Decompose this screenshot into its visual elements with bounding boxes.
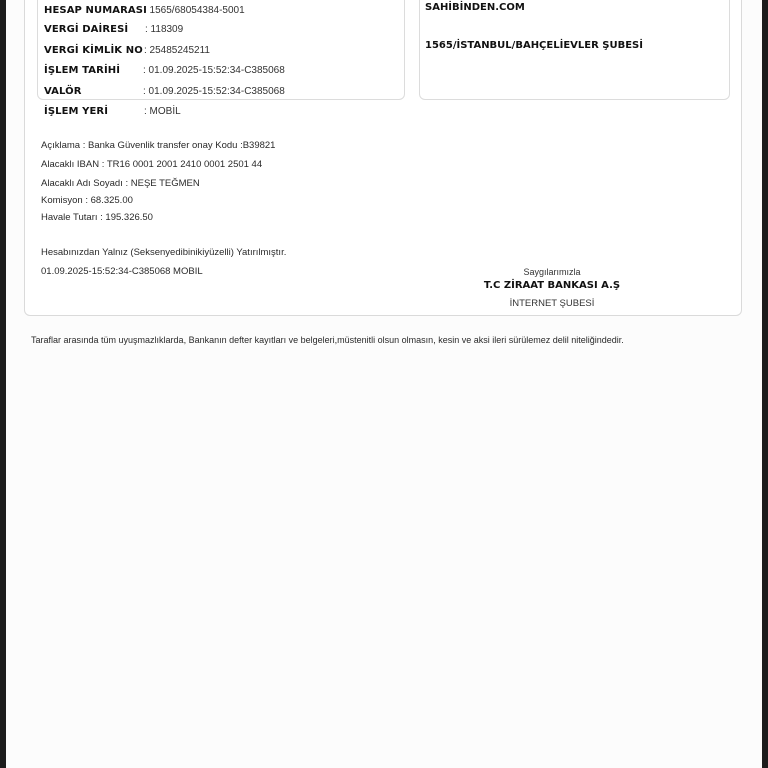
value-date-value: : 01.09.2025-15:52:34-C385068 [143, 86, 285, 97]
tax-office-value: : 118309 [145, 24, 184, 35]
counterparty-name: SAHİBİNDEN.COM [425, 2, 525, 13]
signature-greeting: Saygılarımızla [523, 267, 581, 277]
amount-in-words: Hesabınızdan Yalnız (Seksenyedibinikiyüzelli) Yatırılmıştır. [41, 247, 287, 258]
description-line: Açıklama : Banka Güvenlik transfer onay Kodu :B39821 [41, 140, 276, 151]
transaction-reference: 01.09.2025-15:52:34-C385068 MOBIL [41, 266, 203, 277]
transfer-amount-line: Havale Tutarı : 195.326.50 [41, 212, 153, 223]
transaction-date-value: : 01.09.2025-15:52:34-C385068 [143, 65, 285, 76]
tax-id-label: VERGİ KİMLİK NO [44, 45, 143, 56]
transaction-place-value: : MOBİL [144, 106, 181, 117]
transaction-place-label: İŞLEM YERİ [44, 106, 109, 117]
recipient-name-line: Alacaklı Adı Soyadı : NEŞE TEĞMEN [41, 178, 200, 189]
tax-id-value: : 25485245211 [144, 45, 210, 56]
transaction-date-label: İŞLEM TARİHİ [44, 65, 121, 76]
account-number-label: HESAP NUMARASI [44, 5, 147, 16]
document-page [6, 0, 762, 768]
bank-name: T.C ZİRAAT BANKASI A.Ş [483, 280, 621, 291]
bank-branch: İNTERNET ŞUBESİ [509, 298, 595, 309]
recipient-iban-line: Alacaklı IBAN : TR16 0001 2001 2410 0001 2501 44 [41, 159, 263, 170]
value-date-label: VALÖR [44, 86, 82, 97]
commission-line: Komisyon : 68.325.00 [41, 195, 133, 206]
legal-disclaimer: Taraflar arasında tüm uyuşmazlıklarda, Bankanın defter kayıtları ve belgeleri,müstenitli olsun olmasın, kesin ve aksi ileri sürülemez delil niteliğindedir. [31, 335, 624, 345]
tax-office-label: VERGİ DAİRESİ [44, 24, 129, 35]
account-number-value: : 1565/68054384-5001 [144, 5, 245, 16]
counterparty-branch: 1565/İSTANBUL/BAHÇELİEVLER ŞUBESİ [425, 40, 643, 51]
